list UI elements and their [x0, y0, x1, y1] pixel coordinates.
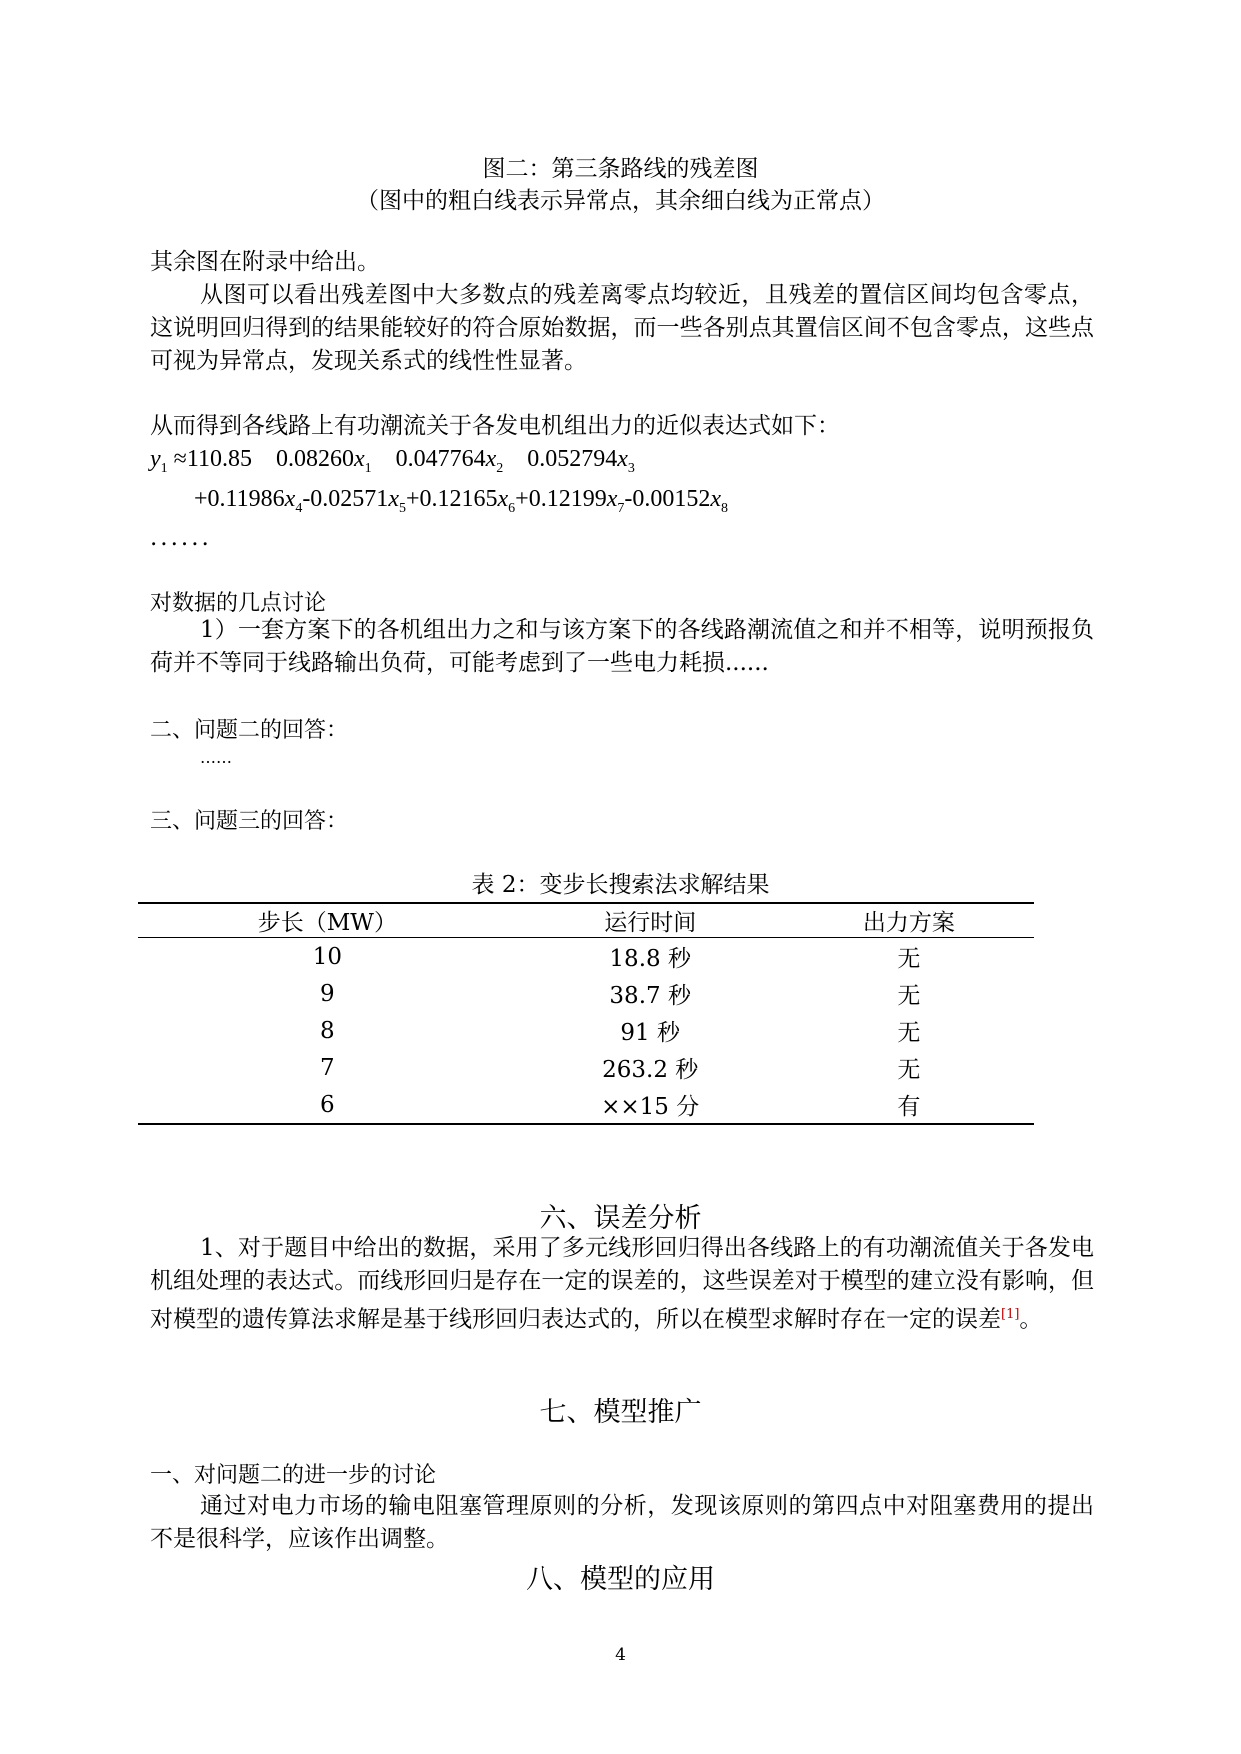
- appendix-note: 其余图在附录中给出。: [150, 249, 380, 275]
- eq-c0: 110.85: [186, 446, 252, 472]
- section-7-title: 七、模型推广: [539, 1397, 702, 1428]
- expression-intro: 从而得到各线路上有功潮流关于各发电机组出力的近似表达式如下：: [150, 413, 840, 439]
- table-row: 6 ××15 分 有: [320, 1091, 921, 1120]
- table-row: 10 18.8 秒 无: [312, 943, 921, 972]
- q3-heading: 三、问题三的回答：: [150, 809, 349, 834]
- header-plan: 出力方案: [784, 903, 1034, 938]
- data-discussion-heading: 对数据的几点讨论: [150, 591, 327, 616]
- header-runtime: 运行时间: [517, 903, 784, 938]
- table-row: 7 263.2 秒 无: [320, 1054, 921, 1083]
- header-step: 步长（MW）: [138, 903, 517, 938]
- eq-t1: 0.08260: [275, 446, 354, 472]
- eq-approx: ≈: [173, 446, 187, 472]
- figure-caption-note: （图中的粗白线表示异常点，其余细白线为正常点）: [356, 188, 885, 214]
- residual-paragraph: 从图可以看出残差图中大多数点的残差离零点均较近，且残差的置信区间均包含零点，这说明回归得到的结果能较好的符合原始数据，而一些各别点其置信区间不包含零点，这些点可视为异常点，发现关系式的线性性显著。: [150, 282, 1094, 374]
- equation-line-2: $+0.11986x_4-0.02571x_5+0.12165x_6+0.12199x_7-0.00152x_8$: [194, 486, 729, 516]
- section-6-title: 六、误差分析: [539, 1203, 702, 1234]
- section-6-paragraph: 1、对于题目中给出的数据，采用了多元线形回归得出各线路上的有功潮流值关于各发电机组处理的表达式。而线形回归是存在一定的误差的，这些误差对于模型的建立没有影响，但对模型的遗传算法求解是基于线形回归表达式的，所以在模型求解时存在一定的误差[1]。: [150, 1235, 1094, 1333]
- page-number: 4: [615, 1645, 626, 1665]
- table-row: 9 38.7 秒 无: [320, 980, 921, 1009]
- ellipsis: ......: [150, 525, 212, 551]
- section-7-subheading: 一、对问题二的进一步的讨论: [150, 1463, 437, 1488]
- q2-heading: 二、问题二的回答：: [150, 718, 349, 743]
- table-header-row: [138, 903, 1034, 938]
- table-row: 8 91 秒 无: [320, 1017, 921, 1046]
- section-8-title: 八、模型的应用: [526, 1564, 715, 1595]
- eq-t3: 0.052794: [527, 446, 618, 472]
- section-7-paragraph: 通过对电力市场的输电阻塞管理原则的分析，发现该原则的第四点中对阻塞费用的提出不是很科学，应该作出调整。: [150, 1493, 1094, 1552]
- q2-body: ……: [200, 748, 232, 767]
- eq-t2: 0.047764: [395, 446, 486, 472]
- results-table: [138, 902, 1034, 1125]
- citation: [1]: [1001, 1307, 1020, 1322]
- data-discussion-paragraph: 1）一套方案下的各机组出力之和与该方案下的各线路潮流值之和并不相等，说明预报负荷并不等同于线路输出负荷，可能考虑到了一些电力耗损......: [150, 617, 1094, 676]
- equation-line-1: $y_1 \approx 110.85$ $0.08260x_1$ $0.047764x_2$ $0.052794x_3$: [150, 446, 635, 476]
- eq-y-sub: 1: [160, 460, 168, 476]
- table-caption: 表 2：变步长搜索法求解结果: [471, 872, 770, 898]
- figure-caption-title: 图二：第三条路线的残差图: [482, 156, 759, 182]
- eq-y: y: [150, 446, 161, 472]
